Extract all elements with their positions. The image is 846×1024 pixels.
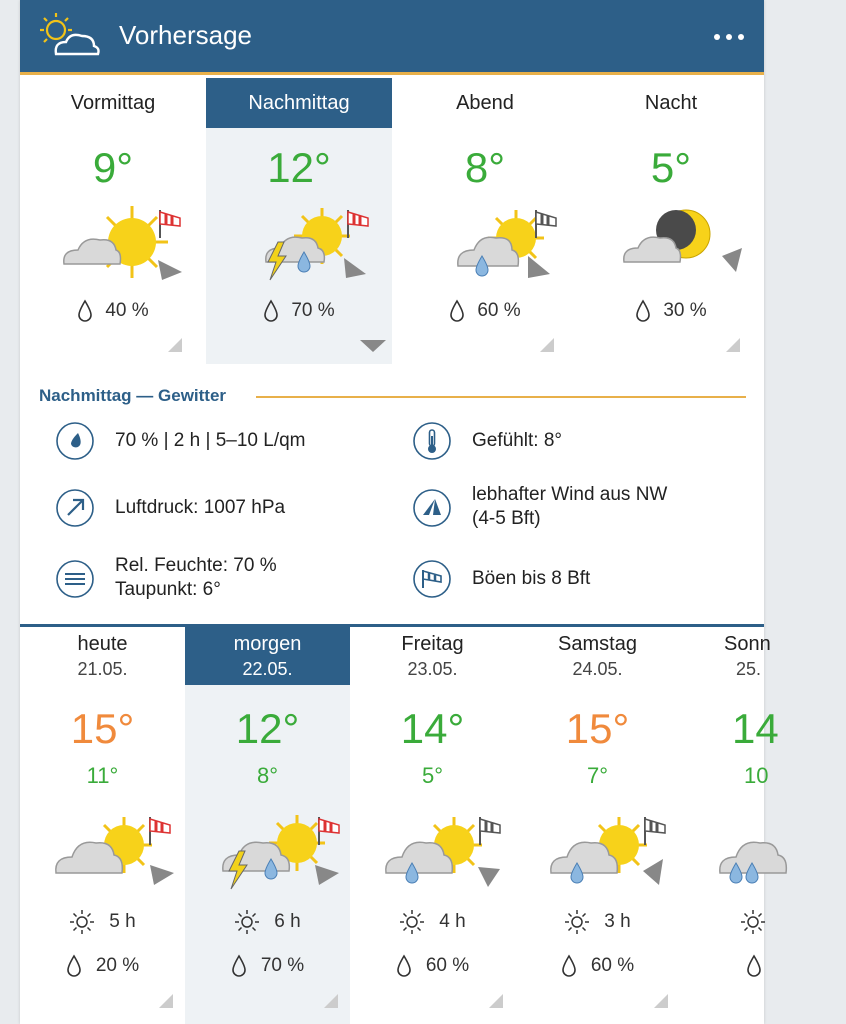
day-header	[20, 627, 185, 685]
sun-cloud-icon	[60, 204, 190, 284]
more-dots-icon[interactable]	[712, 22, 746, 50]
rain-value: 60 %	[477, 300, 521, 322]
period-nacht[interactable]	[578, 78, 764, 364]
sun-outline-icon	[69, 909, 95, 935]
sunshine-hours	[515, 909, 680, 935]
sunshine-hours	[680, 909, 845, 935]
fog-lines-icon	[56, 560, 94, 598]
cloud-rain-icon	[716, 811, 846, 891]
wind-direction-icon	[413, 489, 451, 527]
chevron-down-icon[interactable]	[360, 340, 386, 354]
sun-outline-icon	[564, 909, 590, 935]
daily-forecast	[20, 627, 779, 1024]
period-label: Abend	[456, 92, 514, 114]
corner-triangle-icon	[489, 994, 503, 1008]
windsock-icon	[413, 560, 451, 598]
period-nachmittag[interactable]	[206, 78, 392, 364]
day-date: 24.05.	[572, 659, 623, 679]
raindrop-icon	[635, 300, 651, 322]
day-sonntag-partial[interactable]	[680, 627, 845, 1024]
rain-probability	[185, 955, 350, 977]
precip-text: 70 % | 2 h | 5–10 L/qm	[115, 430, 306, 451]
day-date: 25.	[736, 659, 762, 679]
day-name: morgen	[233, 633, 302, 655]
wind-line-1: lebhafter Wind aus NW	[472, 484, 668, 505]
wind-text	[472, 483, 667, 531]
period-temp: 9°	[92, 144, 134, 191]
day-max-temp: 15°	[565, 705, 630, 752]
forecast-card	[20, 0, 779, 1024]
sun-value: 5 h	[109, 911, 136, 933]
raindrop-circle-icon	[56, 422, 94, 460]
day-header	[350, 627, 515, 685]
rain-probability	[578, 300, 764, 322]
rain-value: 70 %	[291, 300, 335, 322]
raindrop-icon	[231, 955, 247, 977]
corner-triangle-icon	[726, 338, 740, 352]
arrow-up-right-icon	[56, 489, 94, 527]
period-label: Nachmittag	[206, 78, 392, 128]
header-bar	[20, 0, 764, 75]
day-header	[680, 627, 845, 685]
day-min-temp: 8°	[256, 763, 279, 788]
rain-value: 40 %	[105, 300, 149, 322]
day-min-temp: 10	[744, 763, 769, 788]
day-freitag[interactable]	[350, 627, 515, 1024]
day-min-temp: 5°	[421, 763, 444, 788]
sunshine-hours	[350, 909, 515, 935]
rain-probability	[515, 955, 680, 977]
period-label: Vormittag	[70, 92, 156, 114]
corner-triangle-icon	[654, 994, 668, 1008]
raindrop-icon	[263, 300, 279, 322]
thunderstorm-icon	[217, 811, 347, 891]
corner-triangle-icon	[324, 994, 338, 1008]
sun-cloud-icon	[34, 10, 104, 62]
sun-value: 6 h	[274, 911, 301, 933]
rain-probability	[350, 955, 515, 977]
sun-cloud-rain-icon	[432, 204, 562, 284]
corner-triangle-icon	[540, 338, 554, 352]
day-heute[interactable]	[20, 627, 185, 1024]
day-morgen[interactable]	[185, 627, 350, 1024]
day-date: 21.05.	[77, 659, 128, 679]
humidity-line: Rel. Feuchte: 70 %	[115, 555, 277, 576]
day-min-temp: 7°	[586, 763, 609, 788]
feels-text: Gefühlt: 8°	[472, 430, 562, 451]
page-title: Vorhersage	[119, 20, 252, 50]
day-max-temp: 14	[732, 705, 779, 752]
period-row	[20, 78, 764, 364]
sun-outline-icon	[740, 909, 766, 935]
day-min-temp: 11°	[86, 763, 119, 788]
raindrop-icon	[66, 955, 82, 977]
day-name: Freitag	[401, 633, 464, 655]
rain-value: 60 %	[425, 955, 470, 977]
period-abend[interactable]	[392, 78, 578, 364]
day-header	[185, 627, 350, 685]
day-name: Sonn	[724, 633, 771, 655]
day-max-temp: 14°	[400, 705, 465, 752]
gusts-text: Böen bis 8 Bft	[472, 568, 591, 589]
sun-outline-icon	[399, 909, 425, 935]
dewpoint-line: Taupunkt: 6°	[115, 579, 221, 600]
rain-value: 30 %	[663, 300, 707, 322]
day-name: Samstag	[558, 633, 637, 655]
day-header	[515, 627, 680, 685]
period-temp: 5°	[650, 144, 692, 191]
sun-cloud-rain-icon	[547, 811, 677, 891]
corner-triangle-icon	[159, 994, 173, 1008]
period-vormittag[interactable]	[20, 78, 206, 364]
day-samstag[interactable]	[515, 627, 680, 1024]
sunshine-hours	[185, 909, 350, 935]
rain-value: 70 %	[260, 955, 305, 977]
details-divider	[256, 396, 746, 398]
rain-value: 60 %	[590, 955, 635, 977]
sun-cloud-rain-icon	[382, 811, 512, 891]
rain-probability	[680, 955, 845, 977]
raindrop-icon	[396, 955, 412, 977]
period-temp: 12°	[267, 144, 331, 191]
day-max-temp: 15°	[70, 705, 135, 752]
details-title: Nachmittag — Gewitter	[39, 386, 227, 405]
period-label: Nacht	[644, 92, 698, 114]
rain-probability	[20, 300, 206, 322]
humidity-text	[115, 554, 277, 602]
corner-triangle-icon	[168, 338, 182, 352]
period-temp: 8°	[464, 144, 506, 191]
thermometer-icon	[413, 422, 451, 460]
raindrop-icon	[449, 300, 465, 322]
thunderstorm-icon	[246, 204, 376, 284]
sun-cloud-icon	[52, 811, 182, 891]
sun-value: 3 h	[604, 911, 631, 933]
day-date: 22.05.	[242, 659, 293, 679]
moon-cloud-icon	[618, 204, 748, 284]
sun-value: 4 h	[439, 911, 466, 933]
wind-line-2: (4-5 Bft)	[472, 508, 541, 529]
raindrop-icon	[77, 300, 93, 322]
raindrop-icon	[746, 955, 762, 977]
pressure-text: Luftdruck: 1007 hPa	[115, 497, 286, 518]
sunshine-hours	[20, 909, 185, 935]
day-max-temp: 12°	[235, 705, 300, 752]
sun-outline-icon	[234, 909, 260, 935]
rain-value: 20 %	[95, 955, 140, 977]
day-name: heute	[77, 633, 128, 655]
day-date: 23.05.	[407, 659, 458, 679]
rain-probability	[392, 300, 578, 322]
raindrop-icon	[561, 955, 577, 977]
rain-probability	[20, 955, 185, 977]
rain-probability	[206, 300, 392, 322]
